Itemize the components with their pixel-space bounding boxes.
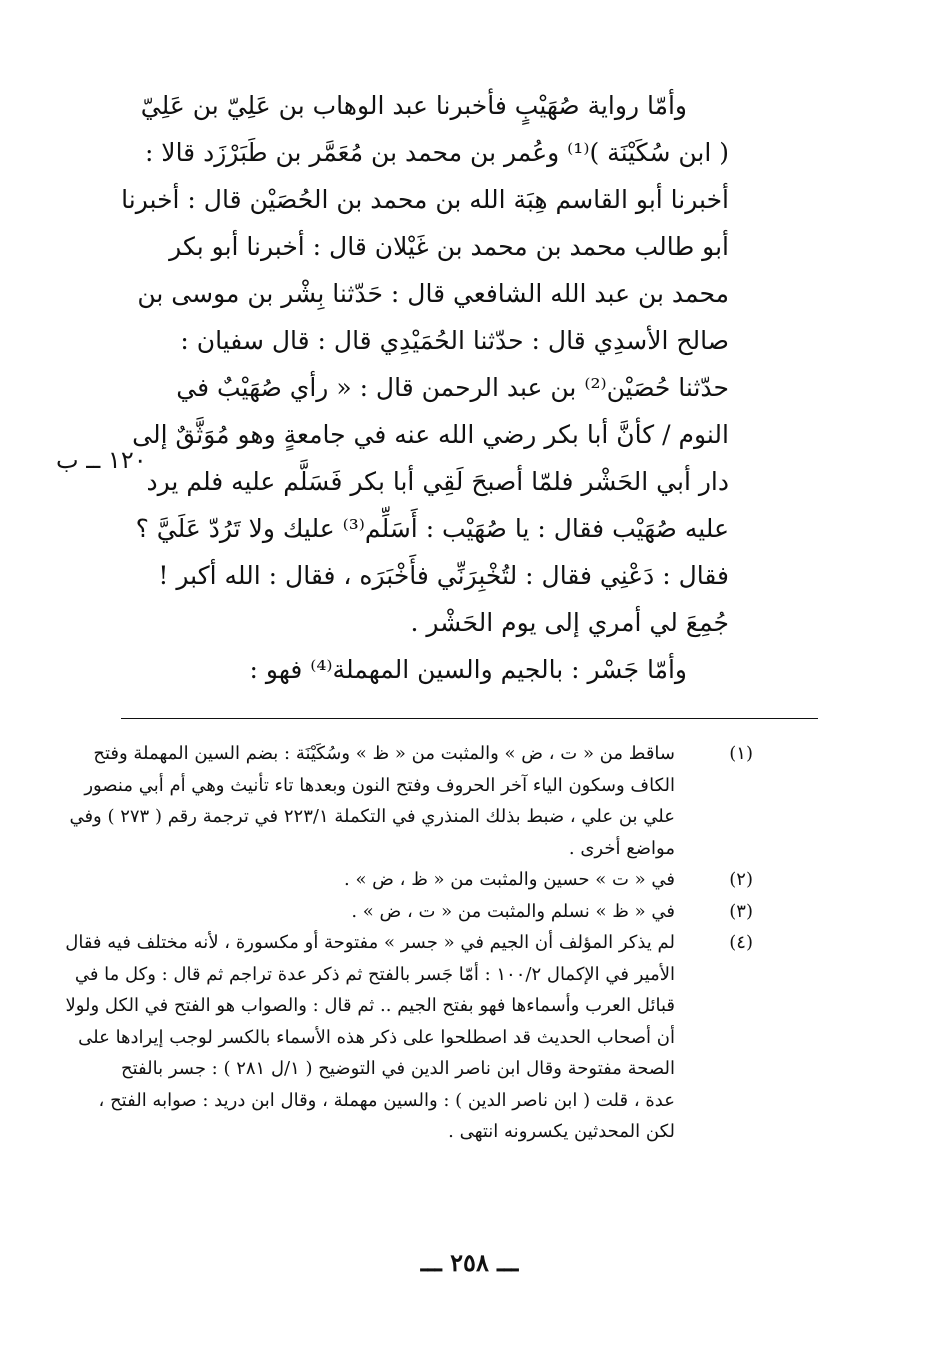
footnote-divider: [121, 718, 818, 719]
page-number: ـــ ٢٥٨ ـــ: [420, 1248, 519, 1277]
text-line: ( ابن سُكَيْنَة )⁽¹⁾ وعُمر بن محمد بن مُعَمَّر بن طَبَرْزَد قالا :: [144, 138, 729, 167]
footnote-number: (٣): [729, 900, 753, 922]
footnote-line: لم يذكر المؤلف أن الجيم في « جسر » مفتوحة أو مكسورة ، لأنه مختلف فيه فقال: [65, 932, 675, 953]
footnote-line: أن أصحاب الحديث قد اصطلحوا على ذكر هذه الأسماء بالكسر لوجب إيرادها على: [78, 1026, 675, 1048]
text-line: وأمّا جَسْر : بالجيم والسين المهملة⁽⁴⁾ فهو :: [249, 655, 687, 684]
footnote-line: عدة ، قلت ( ابن ناصر الدين ) : والسين مهملة ، وقال ابن دريد : صوابه الفتح ،: [98, 1089, 675, 1111]
text-line: أخبرنا أبو القاسم هِبَة الله بن محمد بن الحُصَيْن قال : أخبرنا: [121, 185, 729, 214]
text-line: فقال : دَعْنِي فقال : لتُخْبِرَنِّي فأَخْبَرَه ، فقال : الله أكبر !: [158, 561, 729, 590]
footnote-number: (١): [729, 743, 753, 764]
footnote: [153, 896, 753, 928]
footnote-line: في « ظ » نسلم والمثبت من « ت ، ض » .: [351, 900, 675, 922]
footnote-line: قبائل العرب وأسماءها فهو بفتح الجيم .. ثم قال : والصواب هو الفتح في الكل ولولا: [65, 995, 675, 1016]
text-line: عليه صُهَيْب فقال : يا صُهَيْب : أَسَلِّم⁽³⁾ عليك ولا تَرُدّ عَلَيَّ ؟: [135, 514, 729, 543]
footnote-line: لكن المحدثين يكسرونه انتهى .: [448, 1121, 675, 1142]
footnote-line: الكاف وسكون الياء آخر الحروف وفتح النون وبعدها تاء تأنيث وهي أم أبي منصور: [84, 774, 675, 796]
footnote-line: في « ت » حسين والمثبت من « ظ ، ض » .: [344, 869, 675, 890]
footnote: [153, 864, 753, 896]
text-line: صالح الأسدِي قال : حدّثنا الحُمَيْدِي قال : قال سفيان :: [180, 326, 729, 355]
footnote-number: (٤): [729, 932, 753, 953]
footnote: [69, 738, 753, 864]
margin-folio-note: ١٢٠ ــ ب: [56, 446, 147, 474]
text-line: أبو طالب محمد بن محمد بن غَيْلان قال : أخبرنا أبو بكر: [169, 232, 729, 261]
text-line: جُمِعَ لي أمري إلى يوم الحَشْر .: [410, 608, 729, 637]
footnote-line: الأمير في الإكمال ١٠٠/٢ : أمّا جَسر بالفتح ثم ذكر عدة تراجم ثم قال : وكل ما في: [74, 963, 675, 985]
text-line: النوم / كأنَّ أبا بكر رضي الله عنه في جامعةٍ وهو مُوَثَّقٌ إلى: [132, 420, 729, 449]
text-line: محمد بن عبد الله الشافعي قال : حَدّثنا بِشْر بن موسى بن: [137, 279, 729, 308]
footnote-line: الصحة مفتوحة وقال ابن ناصر الدين في التوضيح ( ١/ل ٢٨١ ) : جسر بالفتح: [120, 1058, 675, 1079]
footnote-line: ساقط من « ت ، ض » والمثبت من « ظ » وسُكَيْنَة : بضم السين المهملة وفتح: [93, 743, 675, 764]
text-line: حدّثنا حُصَيْن⁽²⁾ بن عبد الرحمن قال : « رأي صُهَيْبٌ في: [176, 373, 729, 402]
footnote-number: (٢): [729, 869, 753, 890]
main-text: [121, 82, 729, 693]
footnote-line: علي بن علي ، ضبط بذلك المنذري في التكملة ٢٢٣/١ في ترجمة رقم ( ٢٧٣ ) وفي: [69, 806, 675, 827]
footnote: [65, 927, 753, 1148]
text-line: دار أبي الحَشْر فلمّا أصبحَ لَقِي أبا بكر فَسَلَّم عليه فلم يرد: [146, 467, 729, 496]
footnotes: [65, 738, 753, 1148]
footnote-line: مواضع أخرى .: [568, 837, 675, 859]
text-line: وأمّا رواية صُهَيْبٍ فأخبرنا عبد الوهاب بن عَلِيّ بن عَلِيّ: [140, 91, 687, 120]
